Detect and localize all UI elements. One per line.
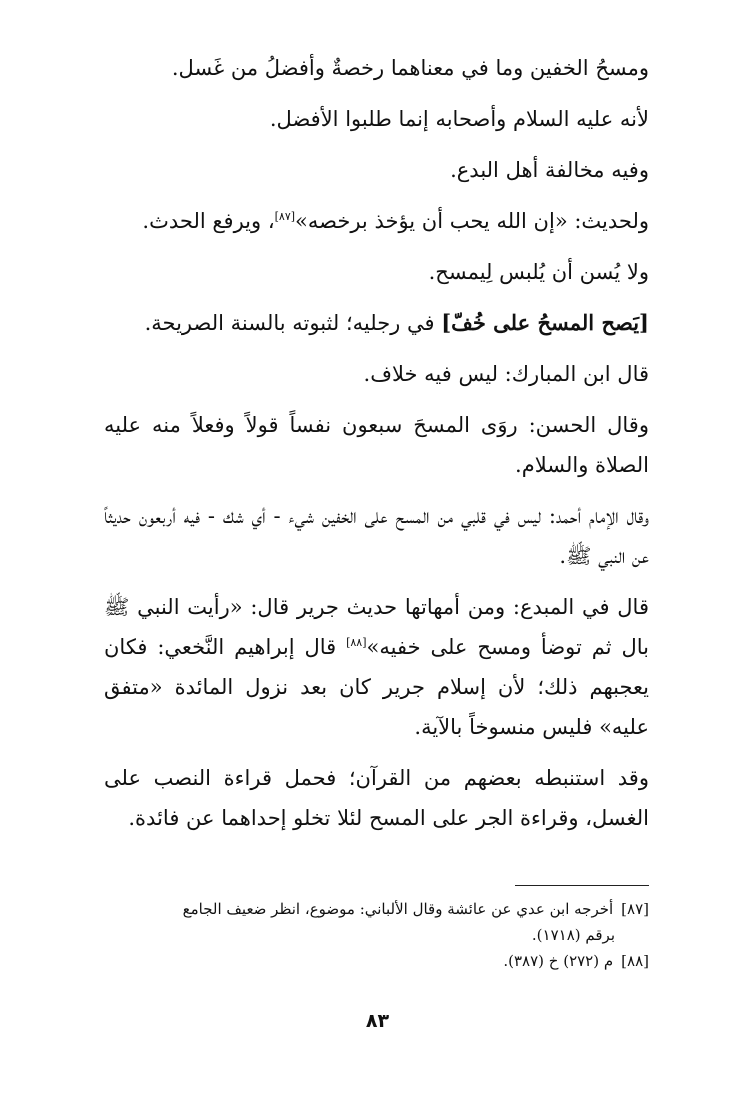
paragraph-2 bbox=[104, 99, 649, 139]
footnote-87-text-continued: برقم (١٧١٨). bbox=[531, 926, 615, 944]
paragraph-8 bbox=[104, 405, 649, 485]
section-heading: [يَصح المسحُ على خُفّ] bbox=[441, 310, 649, 335]
footnote-88 bbox=[104, 948, 649, 974]
paragraph-4 bbox=[104, 201, 649, 241]
footnote-ref-87[interactable]: [٨٧] bbox=[274, 210, 296, 223]
footnote-divider bbox=[515, 885, 649, 886]
paragraph-6 bbox=[104, 303, 649, 343]
paragraph-10 bbox=[104, 587, 649, 747]
paragraph-11 bbox=[104, 758, 649, 838]
footnote-ref-88[interactable]: [٨٨] bbox=[346, 636, 367, 649]
paragraph-5 bbox=[104, 252, 649, 292]
paragraph-8-text: وقال الحسن: روَى المسحَ سبعون نفساً قولاً وفعلاً منه عليه الصلاة والسلام. bbox=[104, 413, 649, 477]
paragraph-7-text: قال ابن المبارك: ليس فيه خلاف. bbox=[363, 362, 649, 386]
paragraph-10-text-end: قال إبراهيم النَّخعي: فكان يعجبهم ذلك؛ لأن إسلام جرير كان بعد نزول المائدة «متفق عليه» فليس منسوخاً بالآية. bbox=[104, 635, 649, 739]
paragraph-10-text-start: قال في المبدع: ومن أمهاتها حديث جرير قال: «رأيت النبي ﷺ بال ثم توضأ ومسح على خفيه» bbox=[104, 595, 649, 659]
paragraph-11-text: وقد استنبطه بعضهم من القرآن؛ فحمل قراءة النصب على الغسل، وقراءة الجر على المسح لئلا تخلو إحداهما عن فائدة. bbox=[104, 766, 649, 830]
paragraph-9-text: وقال الإمام أحمد: ليس في قلبي من المسح على الخفين شيء - أي شك - فيه أربعون حديثاً عن النبي ﷺ. bbox=[104, 504, 649, 568]
paragraph-5-text: ولا يُسن أن يُلبس لِيمسح. bbox=[428, 260, 649, 284]
main-text bbox=[104, 48, 649, 849]
page-number: ٨٣ bbox=[365, 1010, 390, 1032]
paragraph-1 bbox=[104, 48, 649, 88]
paragraph-7 bbox=[104, 354, 649, 394]
footnote-88-text: م (٢٧٢) خ (٣٨٧). bbox=[503, 952, 614, 970]
paragraph-9 bbox=[104, 496, 649, 576]
paragraph-2-text: لأنه عليه السلام وأصحابه إنما طلبوا الأفضل. bbox=[269, 107, 649, 131]
paragraph-4-text-start: ولحديث: «إن الله يحب أن يؤخذ برخصه» bbox=[295, 209, 649, 233]
footnote-88-number: [٨٨] bbox=[621, 952, 649, 970]
paragraph-6-text: في رجليه؛ لثبوته بالسنة الصريحة. bbox=[144, 311, 442, 335]
paragraph-3-text: وفيه مخالفة أهل البدع. bbox=[450, 158, 649, 182]
footnotes bbox=[104, 896, 649, 974]
paragraph-3 bbox=[104, 150, 649, 190]
paragraph-4-text-end: ، ويرفع الحدث. bbox=[142, 209, 275, 233]
paragraph-1-text: ومسحُ الخفين وما في معناهما رخصةٌ وأفضلُ من غَسل. bbox=[171, 56, 649, 80]
footnote-87-text: أخرجه ابن عدي عن عائشة وقال الألباني: موضوع، انظر ضعيف الجامع bbox=[182, 900, 614, 918]
footnote-87 bbox=[104, 896, 649, 922]
footnote-87-number: [٨٧] bbox=[621, 900, 649, 918]
footnote-87-continued bbox=[104, 922, 649, 948]
